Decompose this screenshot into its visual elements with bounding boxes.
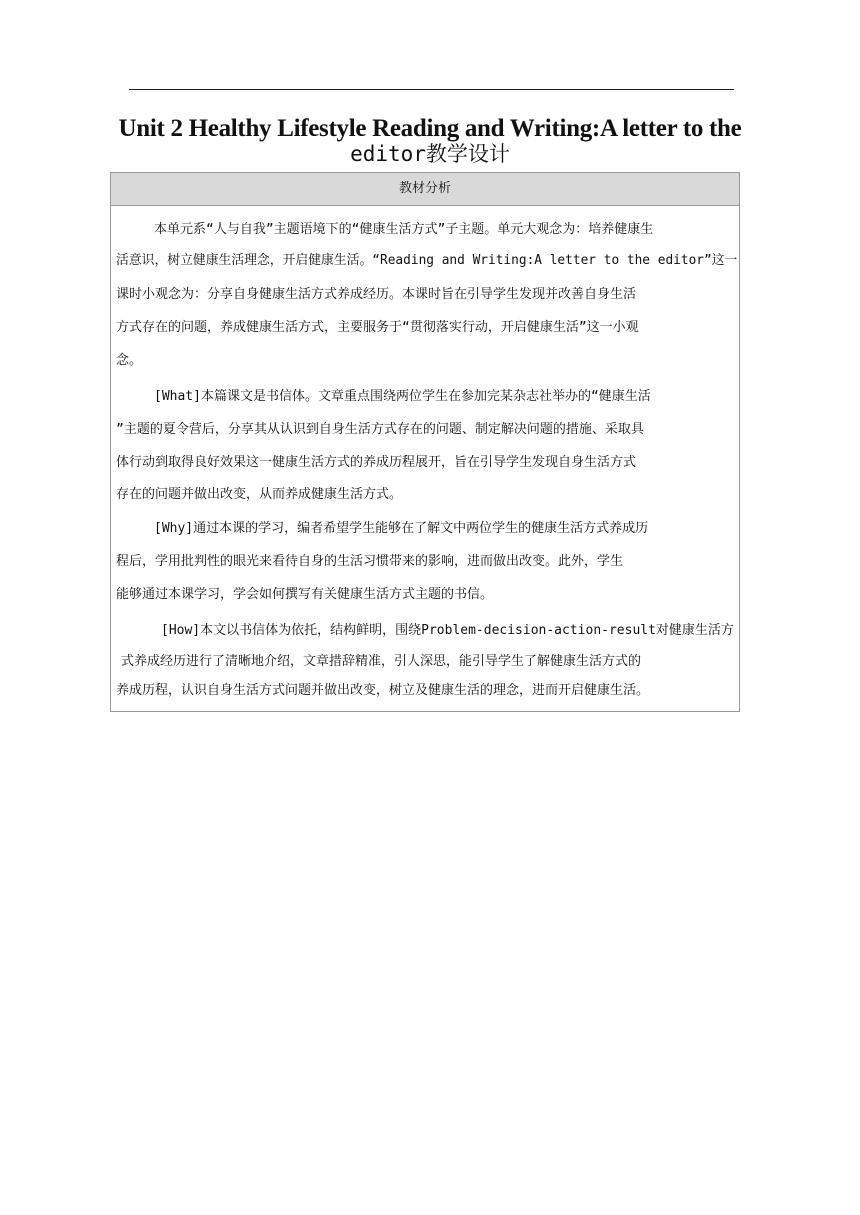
paragraph-4-line-3: 养成历程，认识自身生活方式问题并做出改变，树立及健康生活的理念，进而开启健康生活。 bbox=[116, 683, 650, 698]
paragraph-1-line-4: 方式存在的问题，养成健康生活方式，主要服务于“贯彻落实行动，开启健康生活”这一小观 bbox=[116, 320, 639, 335]
paragraph-3-line-2: 程后，学用批判性的眼光来看待自身的生活习惯带来的影响，进而做出改变。此外，学生 bbox=[116, 554, 624, 569]
paragraph-4-line-1: [How]本文以书信体为依托，结构鲜明，围绕Problem-decision-action-result对健康生活方 bbox=[161, 623, 734, 638]
paragraph-4-line-2: 式养成经历进行了清晰地介绍，文章措辞精准，引人深思，能引导学生了解健康生活方式的 bbox=[121, 654, 642, 669]
table-header: 教材分析 bbox=[111, 173, 739, 206]
paragraph-2-line-1: [What]本篇课文是书信体。文章重点围绕两位学生在参加完某杂志社举办的“健康生活 bbox=[154, 389, 651, 404]
paragraph-1-line-3: 课时小观念为：分享自身健康生活方式养成经历。本课时旨在引导学生发现并改善自身生活 bbox=[116, 287, 637, 302]
paragraph-1-line-1: 本单元系“人与自我”主题语境下的“健康生活方式”子主题。单元大观念为：培养健康生 bbox=[154, 222, 654, 237]
analysis-table bbox=[110, 172, 740, 712]
document-title: Unit 2 Healthy Lifestyle Reading and Writing:A letter to the bbox=[118, 115, 742, 142]
paragraph-2-line-2: ”主题的夏令营后，分享其从认识到自身生活方式存在的问题、制定解决问题的措施、采取具 bbox=[116, 422, 644, 437]
header-rule bbox=[129, 89, 734, 90]
paragraph-1-line-2: 活意识，树立健康生活理念，开启健康生活。“Reading and Writing:A letter to the editor”这一 bbox=[116, 253, 738, 268]
document-title-continued: editor教学设计 bbox=[350, 142, 510, 166]
paragraph-3-line-1: [Why]通过本课的学习，编者希望学生能够在了解文中两位学生的健康生活方式养成历 bbox=[154, 521, 649, 536]
paragraph-2-line-4: 存在的问题并做出改变，从而养成健康生活方式。 bbox=[116, 487, 403, 502]
paragraph-3-line-3: 能够通过本课学习，学会如何撰写有关健康生活方式主题的书信。 bbox=[116, 587, 494, 602]
paragraph-2-line-3: 体行动到取得良好效果这一健康生活方式的养成历程展开，旨在引导学生发现自身生活方式 bbox=[116, 455, 637, 470]
paragraph-1-line-5: 念。 bbox=[116, 353, 143, 368]
